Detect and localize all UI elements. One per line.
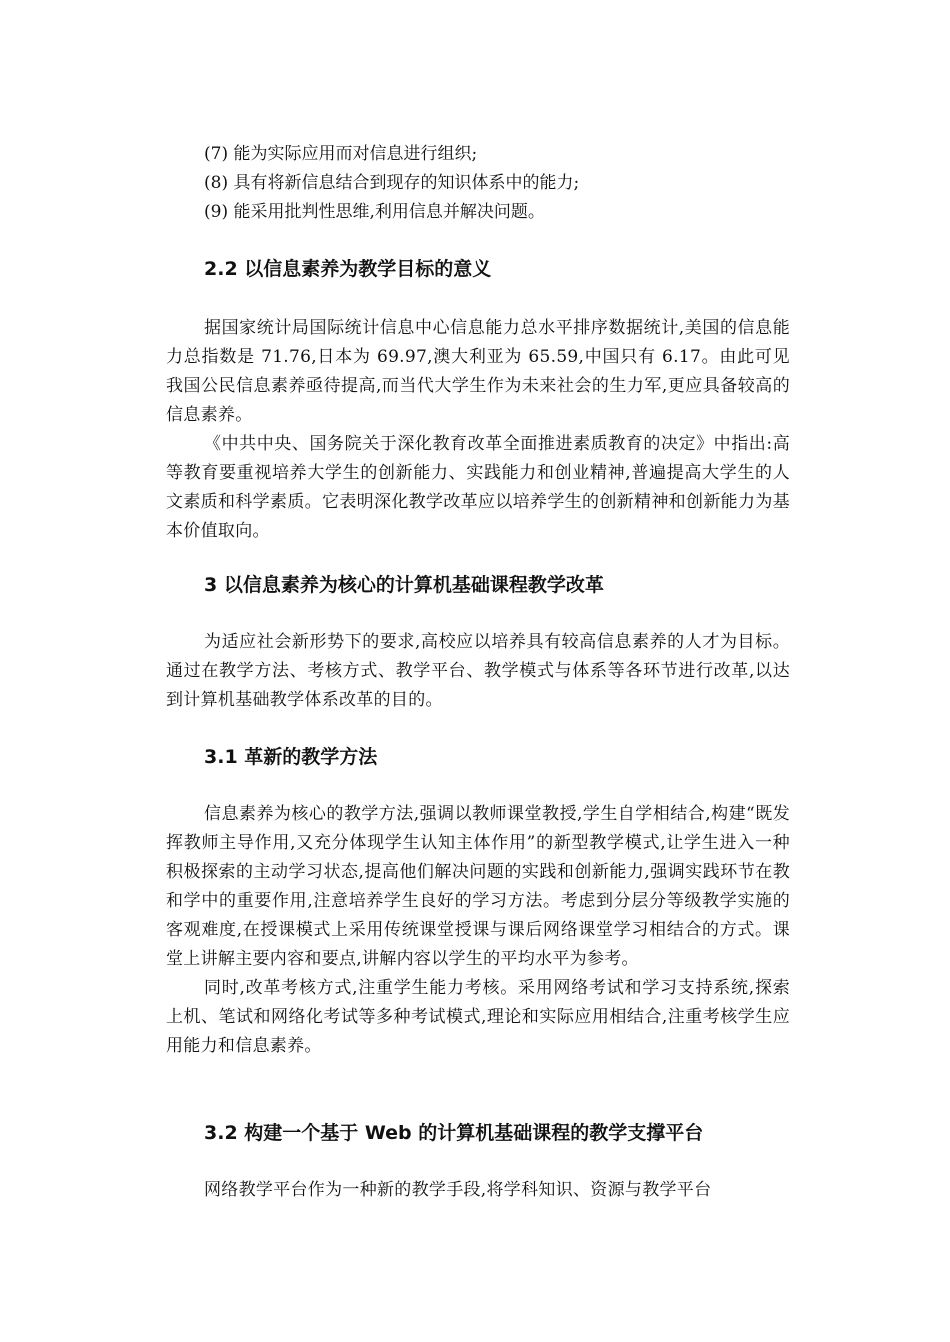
section-3-paragraph-1: 为适应社会新形势下的要求,高校应以培养具有较高信息素养的人才为目标。通过在教学方法、考核方式、教学平台、教学模式与体系等各环节进行改革,以达到计算机基础教学体系改革的目的。 [166, 632, 790, 710]
section-3-1-body [166, 800, 790, 1061]
section-2-2-paragraph-2: 《中共中央、国务院关于深化教育改革全面推进素质教育的决定》中指出:高等教育要重视培养大学生的创新能力、实践能力和创业精神,普遍提高大学生的人文素质和科学素质。它表明深化教学改革应以培养学生的创新精神和创新能力为基本价值取向。 [166, 434, 790, 541]
section-3-2-paragraph-1: 网络教学平台作为一种新的教学手段,将学科知识、资源与教学平台 [204, 1180, 712, 1200]
section-3-1-paragraph-1: 信息素养为核心的教学方法,强调以教师课堂教授,学生自学相结合,构建“既发挥教师主导作用,又充分体现学生认知主体作用”的新型教学模式,让学生进入一种积极探索的主动学习状态,提高他们解决问题的实践和创新能力,强调实践环节在教和学中的重要作用,注意培养学生良好的学习方法。考虑到分层分等级教学实施的客观难度,在授课模式上采用传统课堂授课与课后网络课堂学习相结合的方式。课堂上讲解主要内容和要点,讲解内容以学生的平均水平为参考。 [166, 804, 790, 969]
section-3-heading: 3 以信息素养为核心的计算机基础课程教学改革 [204, 574, 604, 596]
section-3-1-heading: 3.1 革新的教学方法 [204, 746, 378, 768]
section-2-2-heading: 2.2 以信息素养为教学目标的意义 [204, 258, 492, 280]
section-3-2-heading: 3.2 构建一个基于 Web 的计算机基础课程的教学支撑平台 [204, 1122, 704, 1144]
section-3-body [166, 628, 790, 715]
section-3-1-paragraph-2: 同时,改革考核方式,注重学生能力考核。采用网络考试和学习支持系统,探索上机、笔试和网络化考试等多种考试模式,理论和实际应用相结合,注重考核学生应用能力和信息素养。 [166, 978, 790, 1056]
section-2-2-body [166, 314, 790, 546]
list-item-8: (8) 具有将新信息结合到现存的知识体系中的能力; [204, 173, 580, 193]
list-item-7: (7) 能为实际应用而对信息进行组织; [204, 144, 478, 164]
list-item-9: (9) 能采用批判性思维,利用信息并解决问题。 [204, 202, 545, 222]
section-3-2-body [166, 1176, 790, 1205]
section-2-2-paragraph-1: 据国家统计局国际统计信息中心信息能力总水平排序数据统计,美国的信息能力总指数是 71.76,日本为 69.97,澳大利亚为 65.59,中国只有 6.17。由此可见我国公民信息素养亟待提高,而当代大学生作为未来社会的生力军,更应具备较高的信息素养。 [166, 318, 790, 425]
